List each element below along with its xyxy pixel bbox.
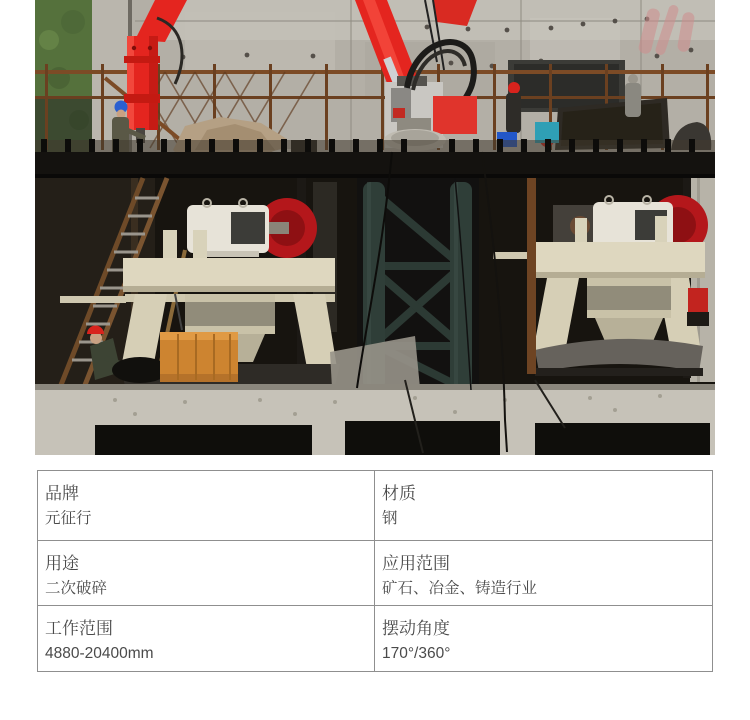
wooden-post bbox=[527, 178, 536, 374]
bottom-platform bbox=[35, 384, 715, 455]
spec-cell-working-range bbox=[38, 606, 375, 671]
site-illustration bbox=[35, 0, 715, 455]
steel-deck bbox=[35, 139, 715, 178]
spec-label: 工作范围 bbox=[45, 619, 113, 638]
coal-pile bbox=[112, 357, 168, 383]
spec-value: 钢 bbox=[382, 510, 398, 528]
spec-value: 4880-20400mm bbox=[45, 645, 154, 663]
red-item bbox=[688, 288, 708, 314]
spec-cell-usage bbox=[38, 541, 375, 606]
spec-label: 应用范围 bbox=[382, 554, 450, 573]
spec-label: 摆动角度 bbox=[382, 619, 450, 638]
spec-label: 用途 bbox=[45, 554, 79, 573]
spec-value: 170°/360° bbox=[382, 645, 451, 663]
spec-cell-material bbox=[375, 471, 712, 541]
spec-label: 品牌 bbox=[45, 484, 79, 503]
spec-value: 元征行 bbox=[45, 510, 92, 528]
product-photo bbox=[35, 0, 715, 455]
wooden-crate bbox=[160, 332, 238, 382]
spec-cell-brand bbox=[38, 471, 375, 541]
worker-at-doorway bbox=[506, 82, 521, 133]
spec-value: 矿石、冶金、铸造行业 bbox=[382, 580, 538, 598]
spec-table bbox=[37, 470, 713, 672]
spec-value: 二次破碎 bbox=[45, 580, 108, 598]
spec-label: 材质 bbox=[382, 484, 416, 503]
opening-right bbox=[535, 423, 710, 455]
red-panel bbox=[433, 96, 477, 134]
opening-left bbox=[95, 425, 312, 455]
spec-cell-application bbox=[375, 541, 712, 606]
spec-cell-swing-angle bbox=[375, 606, 712, 671]
